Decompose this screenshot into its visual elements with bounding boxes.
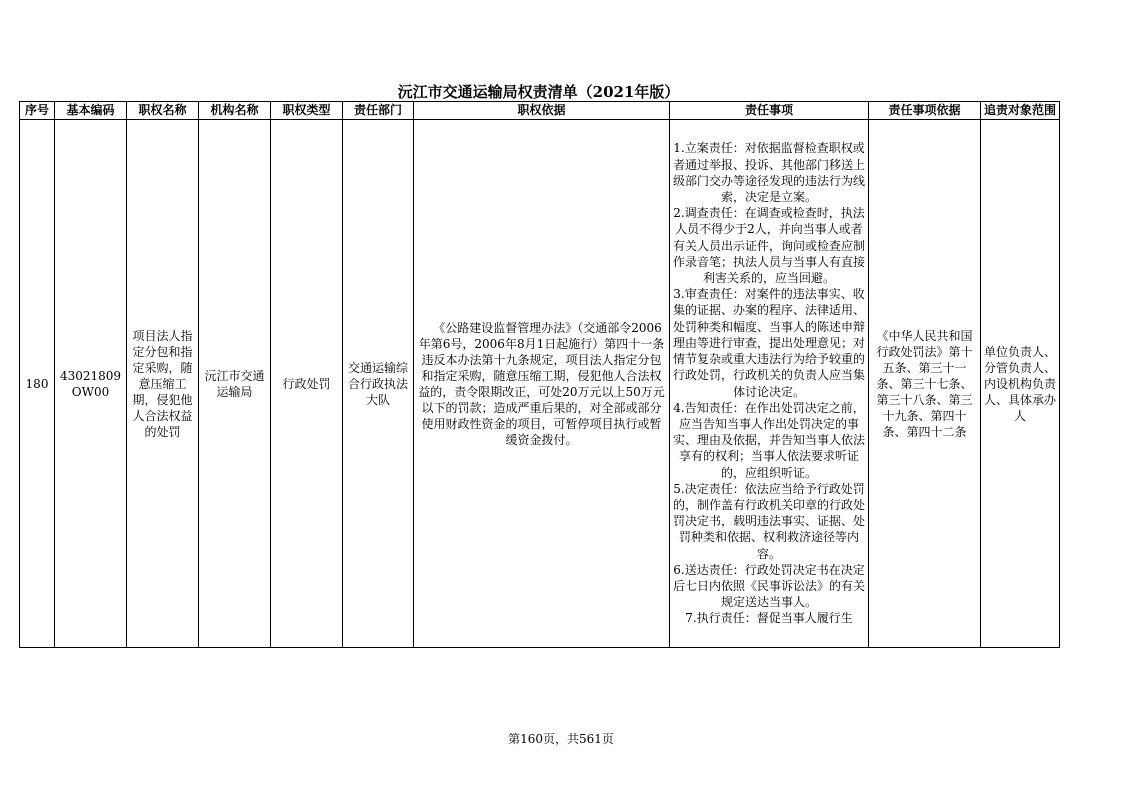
header-department: 责任部门 [343,102,414,120]
cell-duties [670,120,869,648]
duty-item-execution: 7.执行责任：督促当事人履行生 [685,611,853,626]
header-duty-basis: 责任事项依据 [869,102,981,120]
cell-org: 沅江市交通运输局 [199,120,271,648]
duty-item-investigation: 2.调查责任：在调查或检查时，执法人员不得少于2人，并向当事人或者有关人员出示证件，询问或检查应制作录音笔；执法人员与当事人有直接利害关系的，应当回避。 [672,206,865,286]
cell-power-name: 项目法人指定分包和指定采购，随意压缩工期，侵犯他人合法权益的处罚 [127,120,199,648]
header-row [20,102,1060,120]
duty-item-notification: 4.告知责任：在作出处罚决定之前，应当告知当事人作出处罚决定的事实、理由及依据，并告知当事人依法享有的权利；当事人依法要求听证的，应组织听证。 [672,400,865,480]
header-accountability: 追责对象范围 [981,102,1060,120]
header-seq: 序号 [20,102,55,120]
table-row [20,120,1060,648]
duty-item-filing: 1.立案责任：对依据监督检查职权或者通过举报、投诉、其他部门移送上级部门交办等途径发现的违法行为线索，决定是立案。 [672,141,865,205]
cell-duty-basis: 《中华人民共和国行政处罚法》第十五条、第三十一条、第三十七条、第三十八条、第三十九条、第四十条、第四十二条 [869,120,981,648]
document-title: 沅江市交通运输局权责清单（2021年版） [397,83,680,101]
duty-item-delivery: 6.送达责任：行政处罚决定书在决定后七日内依照《民事诉讼法》的有关规定送达当事人。 [672,562,865,610]
cell-basis: 《公路建设监督管理办法》（交通部令2006年第6号，2006年8月1日起施行）第四十一条 违反本办法第十九条规定，项目法人指定分包和指定采购，随意压缩工期，侵犯他人合法权益的，责令限期改正，可处20万元以上50万元以下的罚款；造成严重后果的，对全部或部分使用财政性资金的项目，可暂停项目执行或暂缓资金拨付。 [414,120,670,648]
header-basis: 职权依据 [414,102,670,120]
header-code: 基本编码 [55,102,127,120]
cell-code: 43021809OW00 [55,120,127,648]
power-list-table [19,101,1060,648]
duty-item-decision: 5.决定责任：依法应当给予行政处罚的，制作盖有行政机关印章的行政处罚决定书，载明违法事实、证据、处罚种类和依据、权利救济途径等内容。 [672,481,865,561]
header-power-name: 职权名称 [127,102,199,120]
cell-seq: 180 [20,120,55,648]
cell-accountability: 单位负责人、分管负责人、内设机构负责人、具体承办人 [981,120,1060,648]
cell-power-type: 行政处罚 [271,120,343,648]
header-duties: 责任事项 [670,102,869,120]
duty-item-review: 3.审查责任：对案件的违法事实、收集的证据、办案的程序、法律适用、处罚种类和幅度、当事人的陈述申辩理由等进行审查，提出处理意见；对情节复杂或重大违法行为给予较重的行政处罚，行政机关的负责人应当集体讨论决定。 [672,287,865,399]
cell-department: 交通运输综合行政执法大队 [343,120,414,648]
header-org: 机构名称 [199,102,271,120]
header-power-type: 职权类型 [271,102,343,120]
page-footer: 第160页，共561页 [508,732,614,746]
